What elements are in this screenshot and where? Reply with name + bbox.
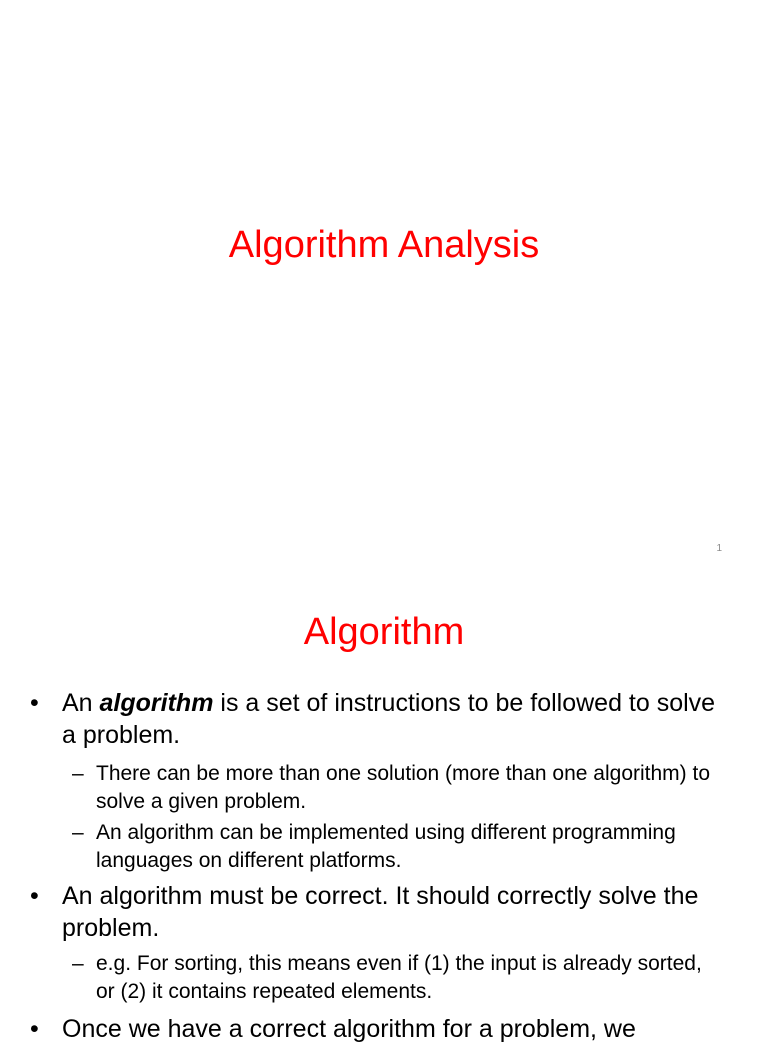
bullet-text: An algorithm is a set of instructions to be followed to solve a problem. bbox=[62, 689, 716, 749]
bullet-item bbox=[30, 687, 730, 751]
slide-title: Algorithm Analysis bbox=[228, 224, 540, 266]
dash-icon: – bbox=[72, 762, 84, 785]
bullet-icon: • bbox=[30, 689, 39, 717]
sub-bullet-text: There can be more than one solution (more than one algorithm) to solve a given problem. bbox=[96, 762, 711, 813]
sub-bullet-item bbox=[72, 950, 712, 1006]
emphasis-term: algorithm bbox=[99, 689, 214, 717]
bullet-item bbox=[30, 880, 730, 944]
sub-bullet-item bbox=[72, 819, 712, 875]
sub-bullet-text: An algorithm can be implemented using different programming languages on different platforms. bbox=[96, 821, 676, 872]
slide-2 bbox=[0, 576, 768, 1043]
page-number: 1 bbox=[716, 543, 722, 554]
dash-icon: – bbox=[72, 952, 84, 975]
bullet-text: Once we have a correct algorithm for a problem, we bbox=[62, 1015, 636, 1043]
bullet-icon: • bbox=[30, 882, 39, 910]
sub-bullet-text: e.g. For sorting, this means even if (1) the input is already sorted, or (2) it contains repeated elements. bbox=[96, 952, 702, 1003]
bullet-icon: • bbox=[30, 1015, 39, 1043]
dash-icon: – bbox=[72, 821, 84, 844]
bullet-text: An algorithm must be correct. It should correctly solve the problem. bbox=[62, 882, 699, 942]
bullet-item bbox=[30, 1013, 730, 1045]
sub-bullet-item bbox=[72, 760, 712, 816]
slide-title: Algorithm bbox=[303, 611, 465, 653]
